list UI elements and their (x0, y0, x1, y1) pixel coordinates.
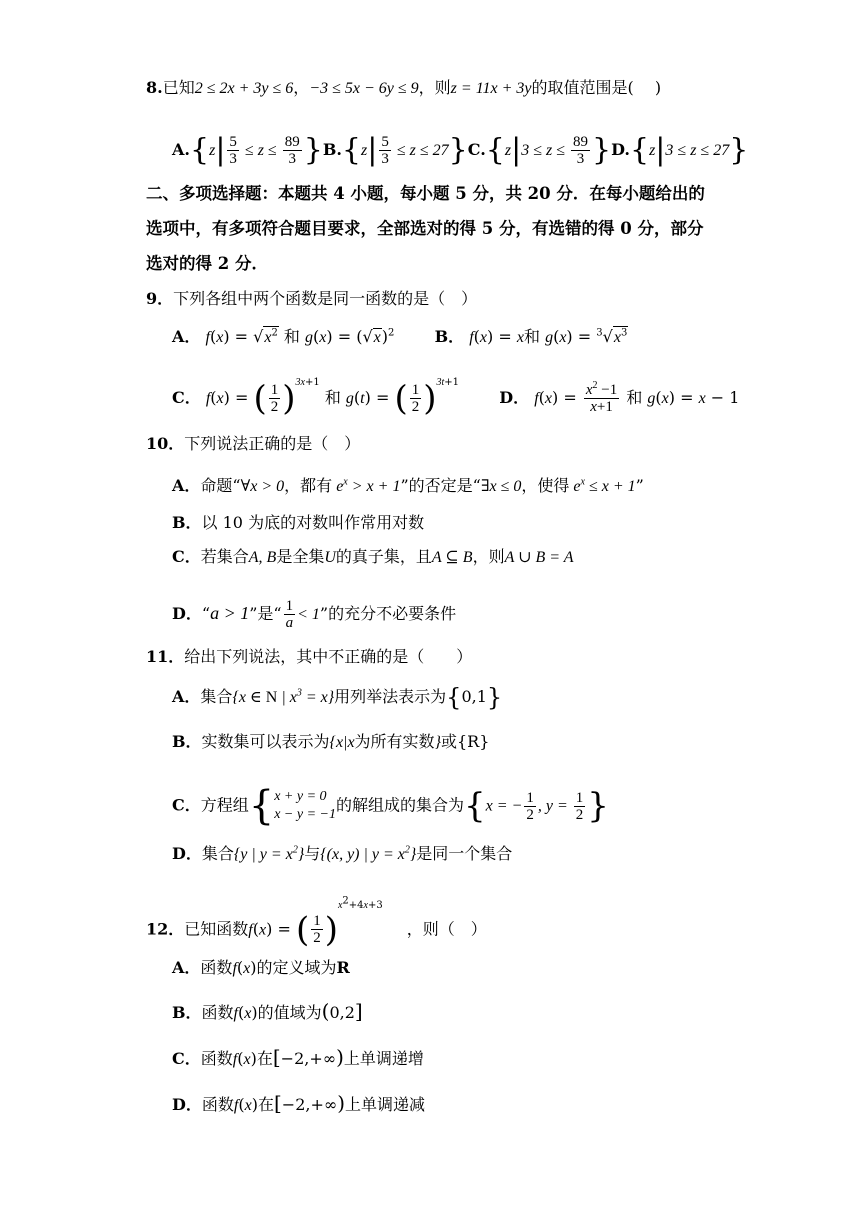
question-12-option-d: D．函数f(x)在[−2,+∞)上单调递减 (172, 1091, 426, 1115)
stem-text: 的取值范围是( ) (531, 78, 662, 97)
option-c-label[interactable]: C． (172, 1049, 201, 1068)
question-12-option-c: C．函数f(x)在[−2,+∞)上单调递增 (172, 1045, 424, 1069)
question-11 (146, 647, 472, 667)
question-10-option-a: A．命题“∀x > 0，都有 $e^x > x + 1$”的否定是“∃x ≤ 0，使得 $e^x \le x + 1$” (172, 476, 644, 495)
option-b-label[interactable]: B． (434, 327, 465, 346)
stem-text: 已知 (162, 78, 195, 97)
question-10-option-b (172, 513, 424, 533)
question-10 (146, 434, 360, 454)
question-9-options-cd: C． f(x) = ( $\frac{1}{2}$ )$^{3x+1}$ 和 g(t) = ( $\frac{1}{2}$ )$^{3t+1}$ D． f(x) = $\frac{x^2 -1}{x+1}$ 和 g(x) = x − 1 (172, 377, 740, 419)
option-d-label[interactable]: D． (499, 388, 530, 407)
option-d-label[interactable]: D． (172, 604, 202, 623)
question-12-option-a: A．函数f(x)的定义域为R (172, 958, 350, 977)
question-11-option-a: A．集合{x ∈ N | $x^3 = x$}用列举法表示为{0,1} (172, 683, 503, 712)
option-d-label[interactable]: D． (172, 844, 202, 863)
option-c-label[interactable]: C． (172, 547, 201, 566)
question-9 (146, 289, 477, 309)
stem-text: 下列各组中两个函数是同一函数的是（ ） (173, 289, 478, 308)
option-b-label[interactable]: B． (172, 513, 202, 532)
question-9-options-ab: A． $f(x) = √x^2$ 和 $g(x) = (√x)^2$ B． f(x) = x和 $g(x) = ^3√x^3$ (172, 327, 628, 346)
fraction: $\frac{5}{3}$ (381, 134, 389, 167)
question-number: 8. (146, 78, 163, 97)
question-number: 12． (146, 919, 185, 939)
stem-text: 给出下列说法，其中不正确的是（ ） (184, 647, 473, 666)
option-b-label[interactable]: B． (172, 732, 202, 751)
stem-text: 下列说法正确的是（ ） (184, 434, 361, 453)
option-label[interactable]: C. (467, 140, 486, 159)
option-text: 以 10 为底的对数叫作常用对数 (201, 513, 425, 532)
option-a-label[interactable]: A． (172, 958, 201, 977)
section-heading-line-3: 选对的得 2 分． (146, 254, 268, 273)
question-11-option-b: B．实数集可以表示为{x|x为所有实数}或{R} (172, 732, 490, 751)
question-12-option-b: B．函数f(x)的值域为(0,2] (172, 999, 363, 1023)
question-12: 12．已知函数f(x) = ( $\frac{1}{2}$ )$^{x^2+4x+3}$，则（ ） (146, 896, 487, 950)
fraction: $\frac{5}{3}$ (229, 134, 237, 167)
option-a-label[interactable]: A． (172, 327, 201, 346)
fraction: $\frac{89}{3}$ (573, 134, 588, 167)
option-label[interactable]: B. (322, 140, 342, 159)
section-heading-line-1: 二、多项选择题：本题共 4 小题，每小题 5 分，共 20 分．在每小题给出的 (146, 184, 705, 203)
option-c-label[interactable]: C． (172, 388, 201, 407)
option-a-label[interactable]: A． (172, 476, 201, 495)
and-text: 和 (523, 327, 540, 346)
question-number: 10． (146, 434, 185, 453)
option-a-label[interactable]: A． (172, 687, 201, 706)
and-text: 和 (324, 388, 341, 407)
and-text: 和 (283, 327, 300, 346)
question-10-option-c: C．若集合A, B是全集U的真子集，且A ⊆ B，则A ∪ B = A (172, 547, 574, 566)
option-b-label[interactable]: B． (172, 1003, 202, 1022)
question-11-option-d: D．集合{y | $y = x^2$}与{(x, y) | $y = x^2$}是同一个集合 (172, 844, 513, 863)
option-c-label[interactable]: C． (172, 795, 201, 815)
target-expression: z = 11x + 3y (450, 80, 532, 97)
option-label[interactable]: A. (172, 140, 190, 159)
question-number: 9． (146, 289, 174, 308)
condition-2: −3 ≤ 5x − 6y ≤ 9 (309, 80, 419, 97)
option-label[interactable]: D. (611, 140, 630, 159)
section-heading-line-2: 选项中，有多项符合题目要求，全部选对的得 5 分，有选错的得 0 分，部分 (146, 219, 704, 238)
condition-1: 2 ≤ 2x + 3y ≤ 6 (194, 80, 294, 97)
option-d-label[interactable]: D． (172, 1095, 202, 1114)
stem-text: ，则 (418, 78, 451, 97)
fraction: $\frac{89}{3}$ (284, 134, 300, 167)
question-8-options: A.{z| $\frac{5}{3}$ ≤ z ≤ $\frac{89}{3}$ }B.{z| $\frac{5}{3}$ ≤ z ≤ 27}C.{z|3 ≤ z ≤ $\frac{89}{3}$ }D.{z|3 ≤ z ≤ 27} (172, 132, 749, 168)
and-text: 和 (626, 388, 643, 407)
question-number: 11． (146, 647, 185, 666)
question-11-option-c: C．方程组{ x + y = 0 x − y = −1 的解组成的集合为{x = − $\frac{1}{2}$ , y = $\frac{1}{2}$ } (172, 783, 609, 829)
question-10-option-d: D．“a > 1”是“ $\frac{1}{a}$ < 1”的充分不必要条件 (172, 598, 457, 631)
question-8: 8.已知2 ≤ 2x + 3y ≤ 6，−3 ≤ 5x − 6y ≤ 9，则z = 11x + 3y的取值范围是( ) (146, 78, 662, 97)
